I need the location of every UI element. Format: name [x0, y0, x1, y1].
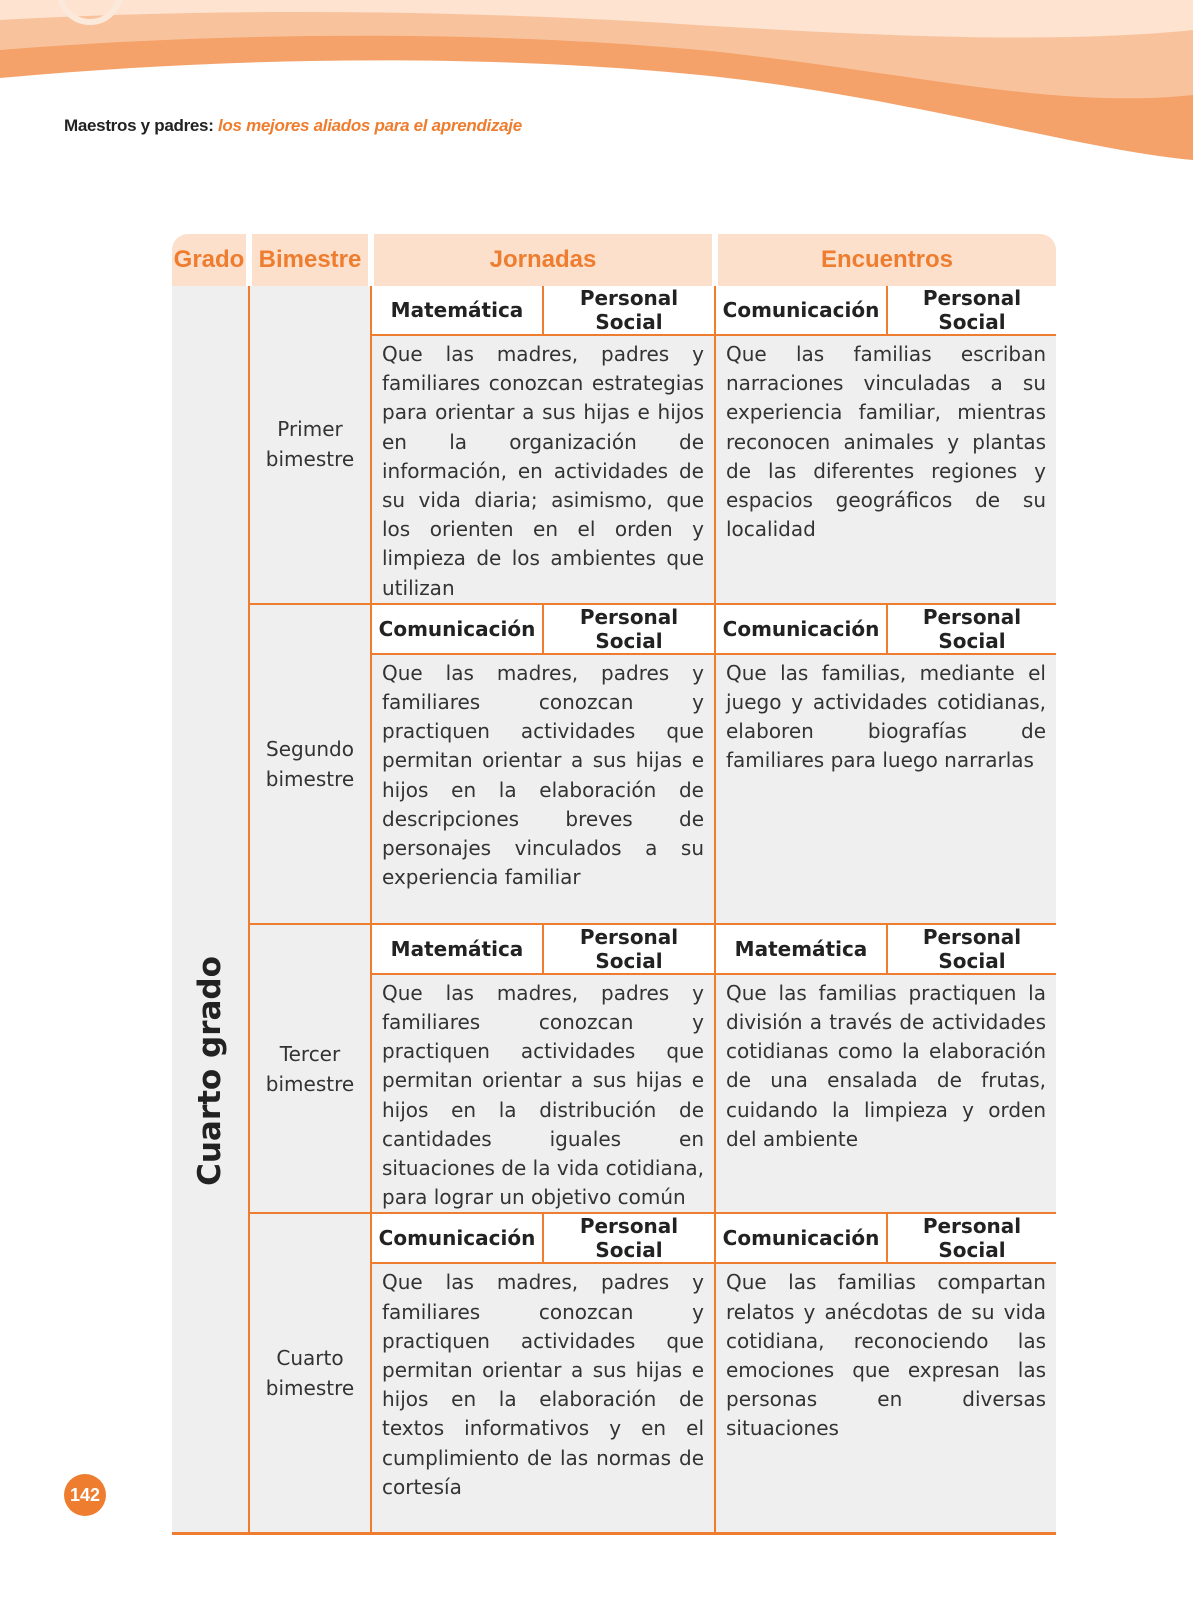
area-label: Personal Social — [887, 1213, 1056, 1263]
table-row — [172, 924, 1056, 974]
bimestre-label: Cuarto bimestre — [265, 1346, 355, 1401]
area-label: Personal Social — [543, 286, 715, 335]
encuentros-text: Que las familias escriban narraciones vinculadas a su experiencia familiar, mientras reconocen animales y plantas de las diferentes regiones y espacios geográficos de su localidad — [715, 335, 1056, 604]
grado-label: Cuarto grado — [192, 956, 228, 1186]
jornadas-text: Que las madres, padres y familiares conozcan y practiquen actividades que permitan orientar a sus hijas e hijos en la elaboración de descripciones breves de personajes vinculados a su experiencia familiar — [371, 654, 715, 924]
table-header-row — [172, 234, 1056, 286]
area-label: Personal Social — [887, 604, 1056, 654]
area-label: Matemática — [371, 286, 543, 335]
jornadas-text: Que las madres, padres y familiares conozcan y practiquen actividades que permitan orientar a sus hijas e hijos en la elaboración de textos informativos y en el cumplimiento de las normas de cortesía — [371, 1263, 715, 1533]
area-label: Personal Social — [543, 924, 715, 974]
running-header — [64, 116, 522, 136]
running-header-bold: Maestros y padres: — [64, 116, 214, 135]
running-header-italic: los mejores aliados para el aprendizaje — [218, 116, 522, 135]
header-wave-decoration — [0, 0, 1193, 160]
area-label: Matemática — [715, 924, 887, 974]
column-header-grado: Grado — [172, 234, 249, 286]
bimestre-label: Primer bimestre — [265, 417, 355, 472]
table-row — [172, 1213, 1056, 1263]
area-label: Comunicación — [371, 604, 543, 654]
bimestre-label: Tercer bimestre — [265, 1041, 355, 1096]
area-label: Comunicación — [715, 1213, 887, 1263]
area-label: Personal Social — [543, 604, 715, 654]
grado-cell — [172, 286, 249, 1533]
column-header-jornadas: Jornadas — [371, 234, 715, 286]
jornadas-text: Que las madres, padres y familiares conozcan y practiquen actividades que permitan orientar a sus hijas e hijos en la distribución de cantidades iguales en situaciones de la vida cotidiana, para lograr un objetivo común — [371, 974, 715, 1214]
bimestre-cell — [249, 1213, 371, 1533]
area-label: Personal Social — [887, 924, 1056, 974]
area-label: Matemática — [371, 924, 543, 974]
activities-table-wrapper — [172, 234, 1056, 1535]
area-label: Comunicación — [371, 1213, 543, 1263]
area-label: Comunicación — [715, 286, 887, 335]
bimestre-label: Segundo bimestre — [265, 736, 355, 791]
area-label: Comunicación — [715, 604, 887, 654]
encuentros-text: Que las familias practiquen la división a través de actividades cotidianas como la elaboración de una ensalada de frutas, cuidando la limpieza y orden del ambiente — [715, 974, 1056, 1214]
table-row — [172, 604, 1056, 654]
column-header-encuentros: Encuentros — [715, 234, 1056, 286]
encuentros-text: Que las familias compartan relatos y anécdotas de su vida cotidiana, reconociendo las emociones que expresan las personas en diversas situaciones — [715, 1263, 1056, 1533]
table-row — [172, 286, 1056, 335]
column-header-bimestre: Bimestre — [249, 234, 371, 286]
activities-table — [172, 234, 1056, 1535]
bimestre-cell — [249, 286, 371, 604]
bimestre-cell — [249, 924, 371, 1214]
page-number-badge: 142 — [64, 1474, 106, 1516]
bimestre-cell — [249, 604, 371, 924]
area-label: Personal Social — [887, 286, 1056, 335]
area-label: Personal Social — [543, 1213, 715, 1263]
encuentros-text: Que las familias, mediante el juego y actividades cotidianas, elaboren biografías de familiares para luego narrarlas — [715, 654, 1056, 924]
jornadas-text: Que las madres, padres y familiares conozcan estrategias para orientar a sus hijas e hijos en la organización de información, en actividades de su vida diaria; asimismo, que los orienten en el orden y limpieza de los ambientes que utilizan — [371, 335, 715, 604]
